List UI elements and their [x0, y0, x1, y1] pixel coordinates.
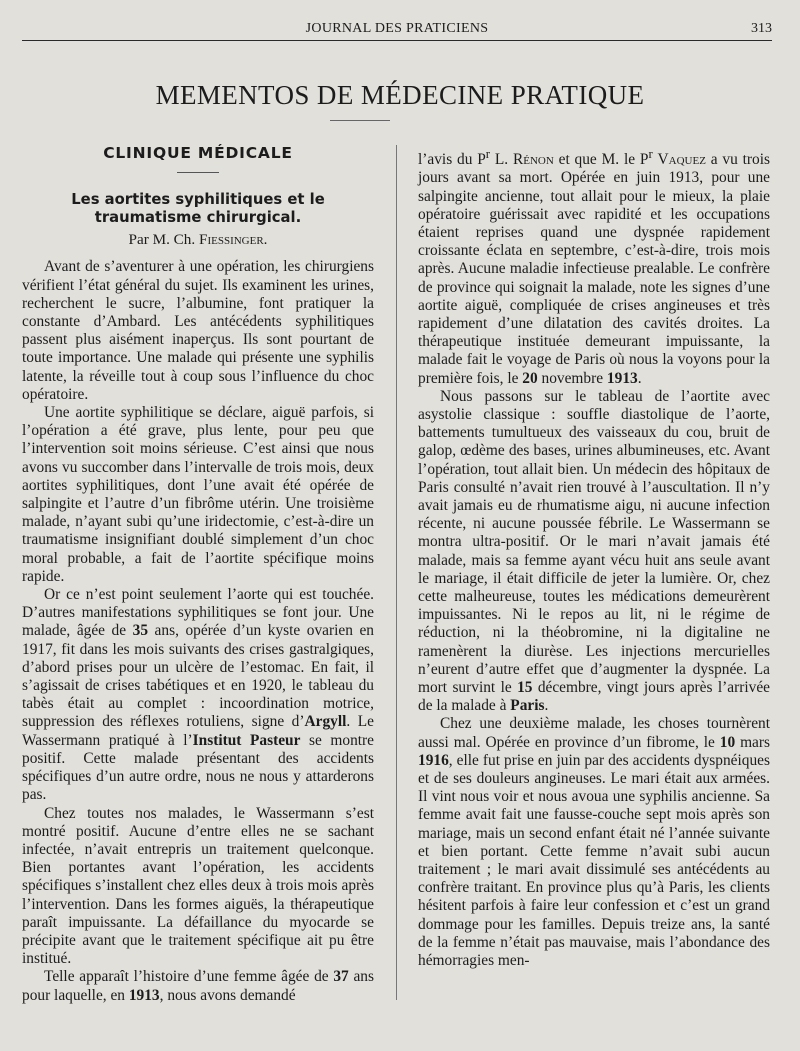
- paragraph: Une aortite syphilitique se déclare, aiguë parfois, si l’opération a été grave, plus lente, pour peu que l’intervention soit moins sérieuse. C’est ainsi que nous avons vu succomber dans l’intervalle de trois mois, deux aortites syphilitiques, dont l’une avait été opérée de salpingite et l’autre d’un fibrôme utérin. Une troisième malade, n’ayant subi qu’une iridectomie, c’est-à-dire un traumatisme insignifiant doublé simplement d’un choc moral probable, a fait de l’aortite spécifique moins rapide.: [22, 404, 374, 585]
- paragraph: l’avis du $P^r$ L. Rénon et que M. le $P^r$ Vaquez a vu trois jours avant sa mort. Opérée en juin 1913, pour une salpingite ancienne, tout allait pour le mieux, la plaie opératoire guérissait avec rapidité et les occupations étaient reprises quand une dyspnée rapidement croissante éclata en septembre, c’est-à-dire, trois mois après. Aucune maladie infectieuse prealable. Le confrère de province qui soignait la malade, note les signes d’une aortite aiguë, compliquée de crises angineuses et très rapidement d’une dilatation des cavités droites. La thérapeutique instituée demeurant impuissante, la malade fait le voyage de Paris où nous la voyons pour la première fois, le 20 novembre 1913.: [418, 147, 770, 387]
- section-heading: CLINIQUE MÉDICALE: [103, 144, 293, 162]
- section-rule: [177, 172, 219, 173]
- article-title: Les aortites syphilitiques et le traumatisme chirurgical.: [71, 191, 325, 227]
- column-divider: [396, 145, 397, 1000]
- right-column: [418, 145, 770, 970]
- paragraph: Chez une deuxième malade, les choses tournèrent aussi mal. Opérée en province d’un fibrome, le 10 mars 1916, elle fut prise en juin par des accidents dyspnéiques et de ses douleurs angineuses. Le mari était aux armées. Il vint nous voir et nous avoua une syphilis ancienne. Sa femme avait fait une fausse-couche sept mois après son mariage, mais un second enfant était né l’année suivante et bien portant. Cette femme n’avait subi aucun traitement ; le mari avait dissimulé ses antécédents au confrère traitant. En province plus qu’à Paris, les clients hésitent parfois à faire leur confession et c’est un grand dommage pour les familles. Depuis treize ans, la santé de la femme n’était pas mauvaise, mais l’abondance des hémorragies men-: [418, 715, 770, 970]
- journal-title: JOURNAL DES PRATICIENS: [305, 21, 489, 36]
- running-header: [22, 18, 772, 41]
- page-number: 313: [751, 21, 772, 36]
- paragraph: Nous passons sur le tableau de l’aortite avec asystolie classique : souffle diastolique de l’aorte, battements tumultueux des vaisseaux du cou, bruit de galop, œdème des bases, urines albumineuses, etc. Avant l’opération, tout allait bien. Un médecin des hôpitaux de Paris consulté n’avait rien trouvé à l’auscultation. Il n’y avait jamais eu de rhumatisme aigu, ni aucune infection récente, ni aucune poussée fébrile. Le Wassermann se montra ultra-positif. Or le mari n’avait jamais été malade, mais sa femme ayant vécu huit ans seule avant le mariage, il était difficile de jeter la lumière. Or, chez cette malheureuse, toutes les médications demeurèrent impuissantes. Ni le repos au lit, ni le régime de réduction, ni la théobromine, ni la digitaline ne ramenèrent la diurèse. Les injections mercurielles n’eurent d’autre effet que d’augmenter la dyspnée. La mort survint le 15 décembre, vingt jours après l’arrivée de la malade à Paris.: [418, 387, 770, 715]
- byline: [22, 231, 374, 249]
- paragraph: Or ce n’est point seulement l’aorte qui est touchée. D’autres manifestations syphilitiques se font jour. Une malade, âgée de 35 ans, opérée d’un kyste ovarien en 1917, fit dans les mois suivants des crises gastralgiques, d’abord prises pour un ulcère de l’estomac. En fait, il s’agissait de crises tabétiques et en 1920, le tableau du tabès était au complet : incoordination motrice, suppression des réflexes rotuliens, signe d’Argyll. Le Wassermann pratiqué à l’Institut Pasteur se montre positif. Cette malade présentant des accidents spécifiques d’un autre ordre, nous ne nous y attarderons pas.: [22, 586, 374, 804]
- paragraph: Telle apparaît l’histoire d’une femme âgée de 37 ans pour laquelle, en 1913, nous avons demandé: [22, 968, 374, 1004]
- left-column: [22, 140, 374, 1005]
- main-title: MEMENTOS DE MÉDECINE PRATIQUE: [155, 80, 645, 110]
- byline-author: Fiessinger.: [199, 231, 268, 249]
- paragraph: Chez toutes nos malades, le Wassermann s’est montré positif. Aucune d’entre elles ne se sachant infectée, n’avait entrepris un traitement quelconque. Bien portantes avant l’opération, les accidents spécifiques s’installent chez elles deux à trois mois après l’intervention. Dans les formes aiguës, la thérapeutique paraît impuissante. La défaillance du myocarde se précipite avant que le traitement spécifique ait pu être institué.: [22, 804, 374, 968]
- byline-prefix: Par M. Ch.: [128, 231, 199, 249]
- title-rule: [330, 120, 390, 121]
- paragraph: Avant de s’aventurer à une opération, les chirurgiens vérifient l’état général du sujet. Ils examinent les urines, recherchent le sucre, l’albumine, font pratiquer la constante d’Ambard. Les antécédents syphilitiques passent plus aisément inaperçus. Ils sont pourtant de toute importance. Une malade qui présente une syphilis latente, la réveille tout à coup sous l’influence du choc opératoire.: [22, 258, 374, 403]
